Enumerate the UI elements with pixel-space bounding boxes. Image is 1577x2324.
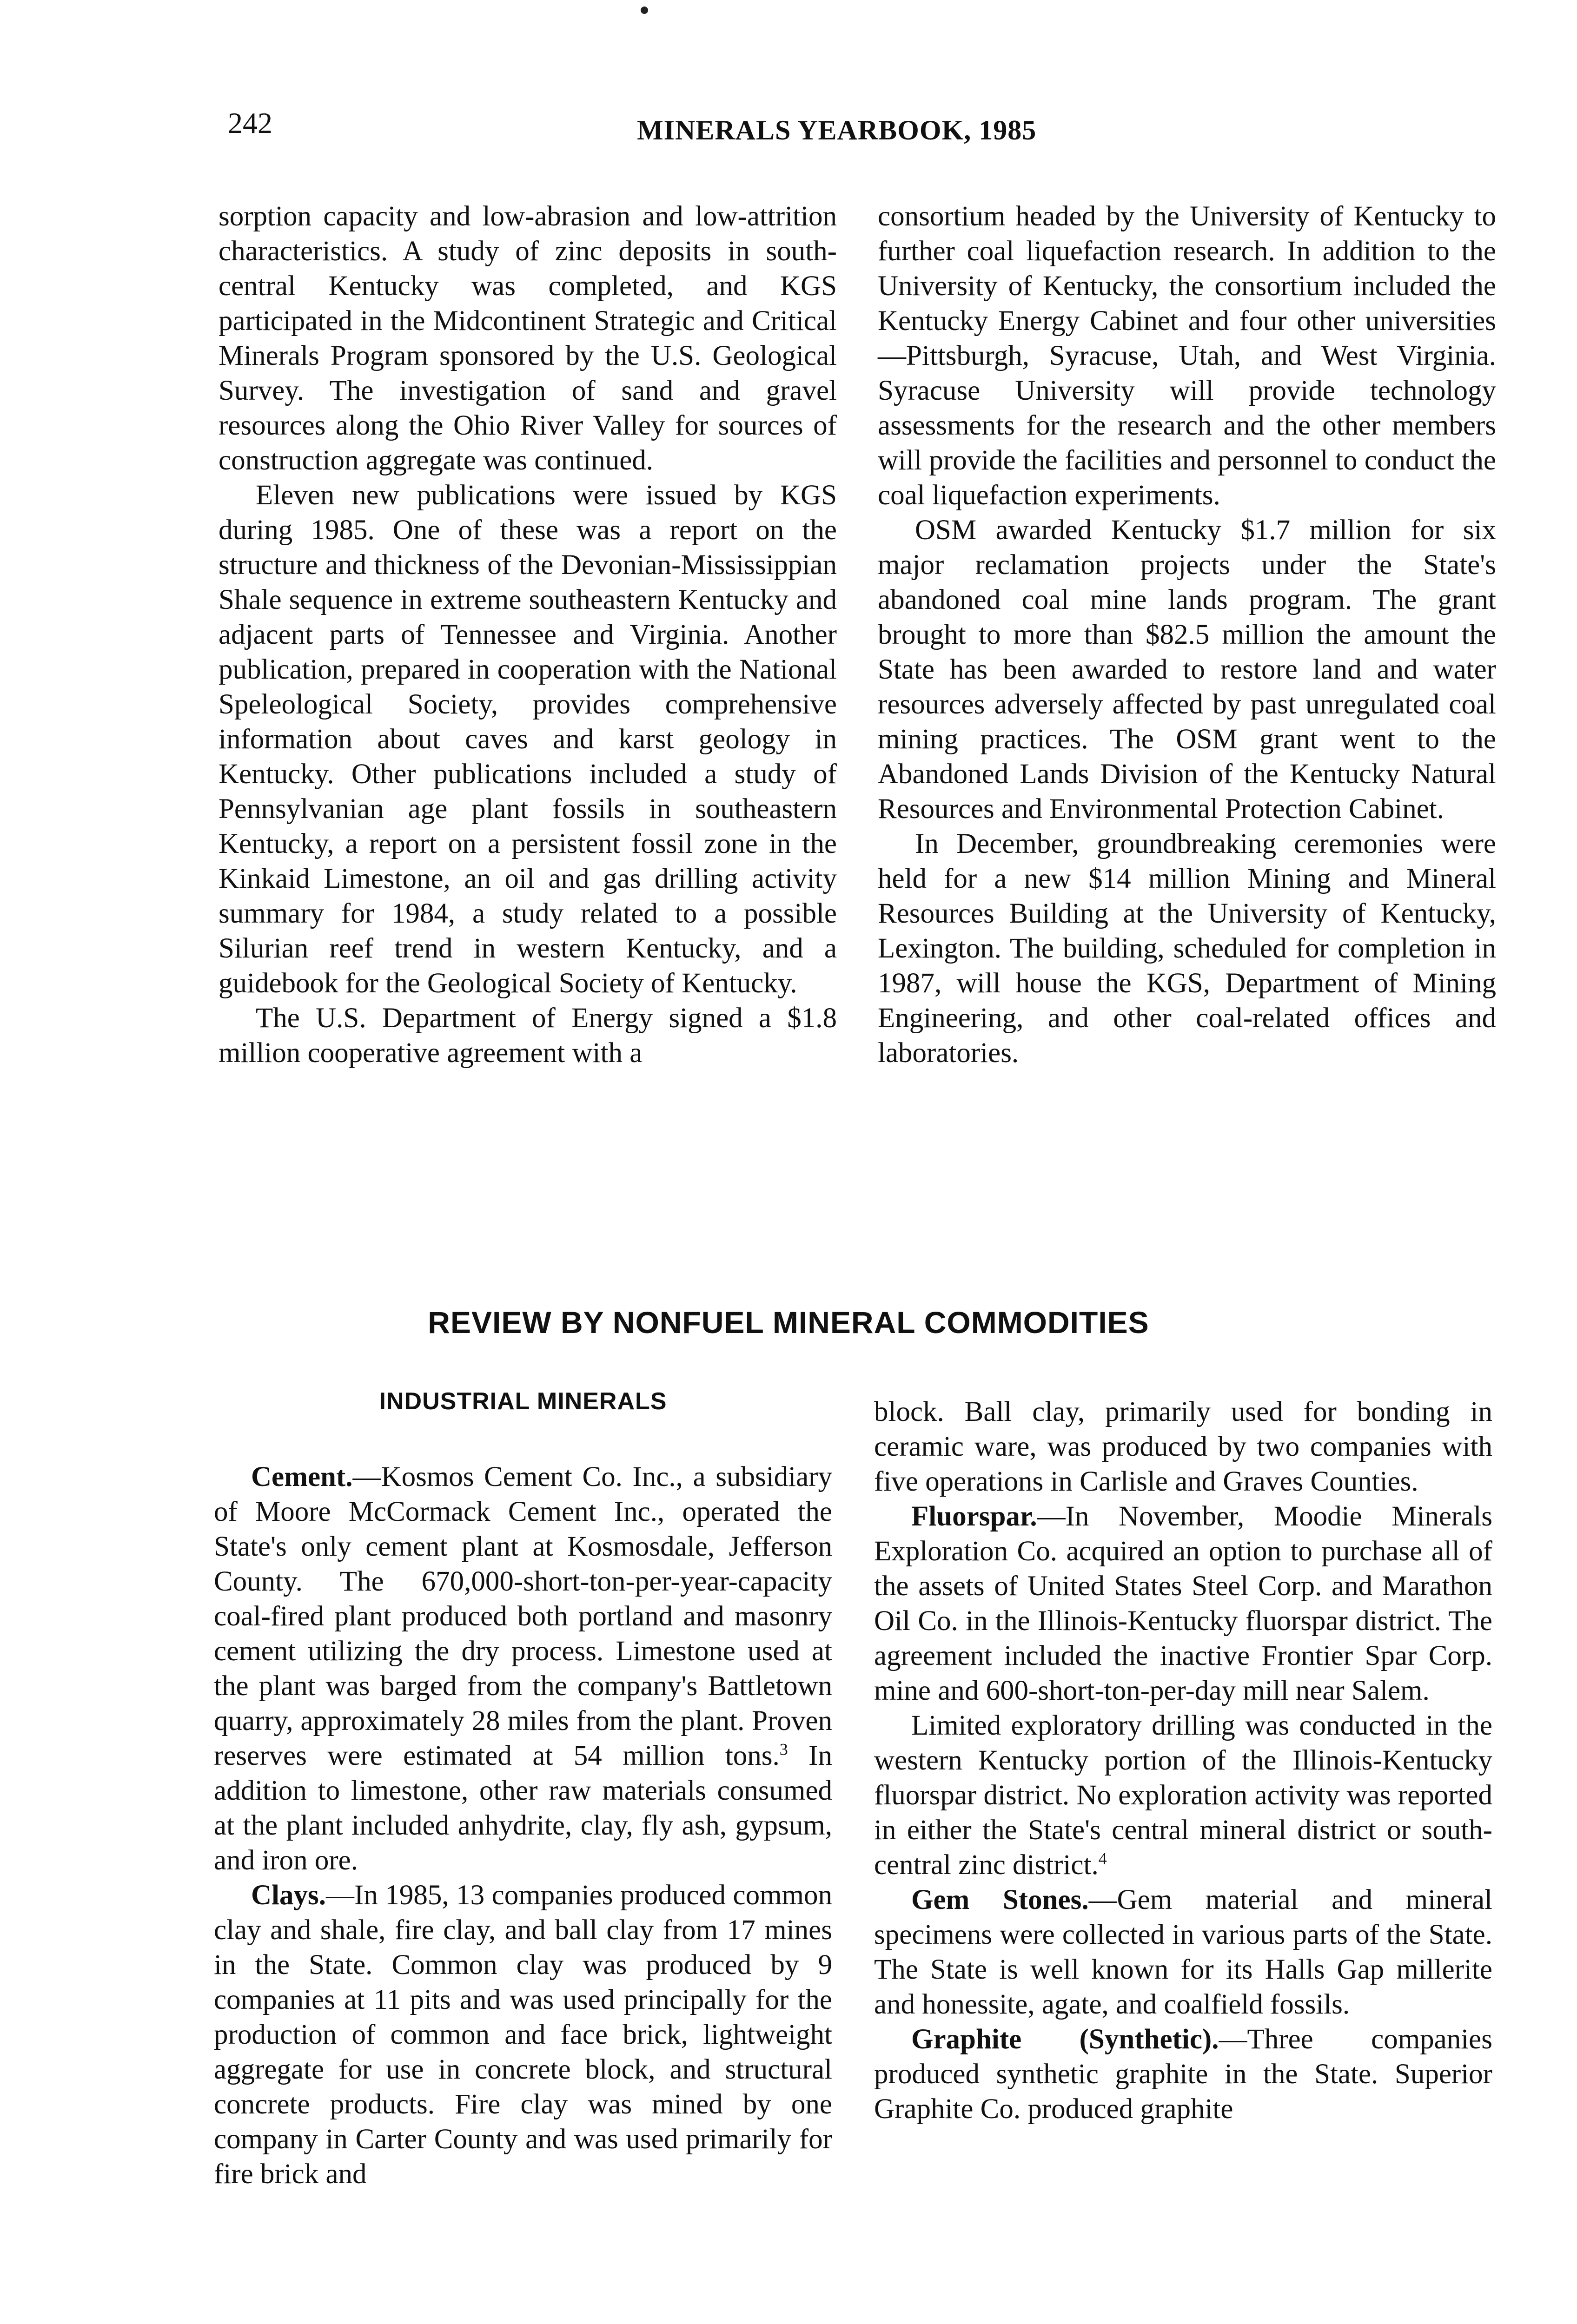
- run-in-heading: Cement.: [251, 1461, 353, 1492]
- footnote-reference: 3: [779, 1740, 788, 1759]
- paragraph: Eleven new publications were issued by KGS during 1985. One of these was a report on the structure and thickness of the Devonian-Mississippian Shale sequence in extreme southeastern Kentucky and adjacent parts of Tennessee and Virginia. Another publication, prepared in cooperation with the National Speleological Society, provides comprehensive information about caves and karst geology in Kentucky. Other publications included a study of Pennsylvanian age plant fossils in southeastern Kentucky, a report on a persistent fossil zone in the Kinkaid Limestone, an oil and gas drilling activity summary for 1984, a study related to a possible Silurian reef trend in western Kentucky, and a guidebook for the Geological Society of Kentucky.: [219, 480, 837, 999]
- scan-mark-top: [641, 7, 648, 14]
- paragraph-text: Limited exploratory drilling was conducted in the western Kentucky portion of the Illinois-Kentucky fluorspar district. No exploration activity was reported in either the State's central mineral district or south-central zinc district.: [874, 1710, 1492, 1881]
- paragraph-fluorspar: [874, 1499, 1492, 1708]
- paragraph-text: —Three companies produced synthetic graphite in the State. Superior Graphite Co. produced graphite: [874, 2024, 1492, 2125]
- section-heading: REVIEW BY NONFUEL MINERAL COMMODITIES: [428, 1305, 1149, 1340]
- paragraph-text: —Kosmos Cement Co. Inc., a subsidiary of Moore McCormack Cement Inc., operated the State's only cement plant at Kosmosdale, Jefferson County. The 670,000-short-ton-per-year-capacity coal-fired plant produced both portland and masonry cement utilizing the dry process. Limestone used at the plant was barged from the company's Battletown quarry, approximately 28 miles from the plant. Proven reserves were estimated at 54 million tons.: [214, 1461, 832, 1771]
- paragraph-text: In addition to limestone, other raw materials consumed at the plant included anhydrite, clay, fly ash, gypsum, and iron ore.: [214, 1740, 832, 1876]
- paragraph-graphite: [874, 2022, 1492, 2126]
- bottom-right-column: [874, 1394, 1492, 2126]
- paragraph: In December, groundbreaking ceremonies were held for a new $14 million Mining and Mineral Resources Building at the University of Kentucky, Lexington. The building, scheduled for completion in 1987, will house the KGS, Department of Mining Engineering, and other coal-related offices and laboratories.: [878, 828, 1496, 1069]
- run-in-heading: Clays.: [251, 1880, 326, 1911]
- paragraph-cement: [214, 1459, 832, 1878]
- subsection-heading: INDUSTRIAL MINERALS: [379, 1388, 667, 1415]
- run-in-heading: Gem Stones.: [911, 1884, 1089, 1915]
- paragraph: block. Ball clay, primarily used for bonding in ceramic ware, was produced by two companies with five operations in Carlisle and Graves Counties.: [874, 1396, 1492, 1497]
- running-title: MINERALS YEARBOOK, 1985: [637, 115, 1037, 145]
- paragraph-text: —In November, Moodie Minerals Exploration Co. acquired an option to purchase all of the assets of United States Steel Corp. and Marathon Oil Co. in the Illinois-Kentucky fluorspar district. The agreement included the inactive Frontier Spar Corp. mine and 600-short-ton-per-day mill near Salem.: [874, 1501, 1492, 1706]
- paragraph: OSM awarded Kentucky $1.7 million for six major reclamation projects under the State's abandoned coal mine lands program. The grant brought to more than $82.5 million the amount the State has been awarded to restore land and water resources adversely affected by past unregulated coal mining practices. The OSM grant went to the Abandoned Lands Division of the Kentucky Natural Resources and Environmental Protection Cabinet.: [878, 515, 1496, 825]
- bottom-left-column: [214, 1459, 832, 2192]
- top-right-column: [878, 199, 1496, 1070]
- top-left-column: [219, 199, 837, 1070]
- paragraph-clays: [214, 1878, 832, 2192]
- page-number: 242: [228, 106, 272, 139]
- run-in-heading: Graphite (Synthetic).: [911, 2024, 1219, 2055]
- footnote-reference: 4: [1098, 1849, 1107, 1868]
- paragraph-gem-stones: [874, 1882, 1492, 2022]
- paragraph: The U.S. Department of Energy signed a $1.8 million cooperative agreement with a: [219, 1003, 837, 1069]
- paragraph-text: —Gem material and mineral specimens were collected in various parts of the State. The State is well known for its Halls Gap millerite and honessite, agate, and coalfield fossils.: [874, 1884, 1492, 2020]
- paragraph-drilling: [874, 1708, 1492, 1882]
- paragraph-text: —In 1985, 13 companies produced common clay and shale, fire clay, and ball clay from 17 mines in the State. Common clay was produced by 9 companies at 11 pits and was used principally for the production of common and face brick, lightweight aggregate for use in concrete block, and structural concrete products. Fire clay was mined by one company in Carter County and was used primarily for fire brick and: [214, 1880, 832, 2190]
- paragraph: consortium headed by the University of Kentucky to further coal liquefaction research. In addition to the University of Kentucky, the consortium included the Kentucky Energy Cabinet and four other universities—Pittsburgh, Syracuse, Utah, and West Virginia. Syracuse University will provide technology assessments for the research and the other members will provide the facilities and personnel to conduct the coal liquefaction experiments.: [878, 201, 1496, 511]
- run-in-heading: Fluorspar.: [911, 1501, 1037, 1532]
- paragraph: sorption capacity and low-abrasion and low-attrition characteristics. A study of zinc deposits in south-central Kentucky was completed, and KGS participated in the Midcontinent Strategic and Critical Minerals Program sponsored by the U.S. Geological Survey. The investigation of sand and gravel resources along the Ohio River Valley for sources of construction aggregate was continued.: [219, 201, 837, 476]
